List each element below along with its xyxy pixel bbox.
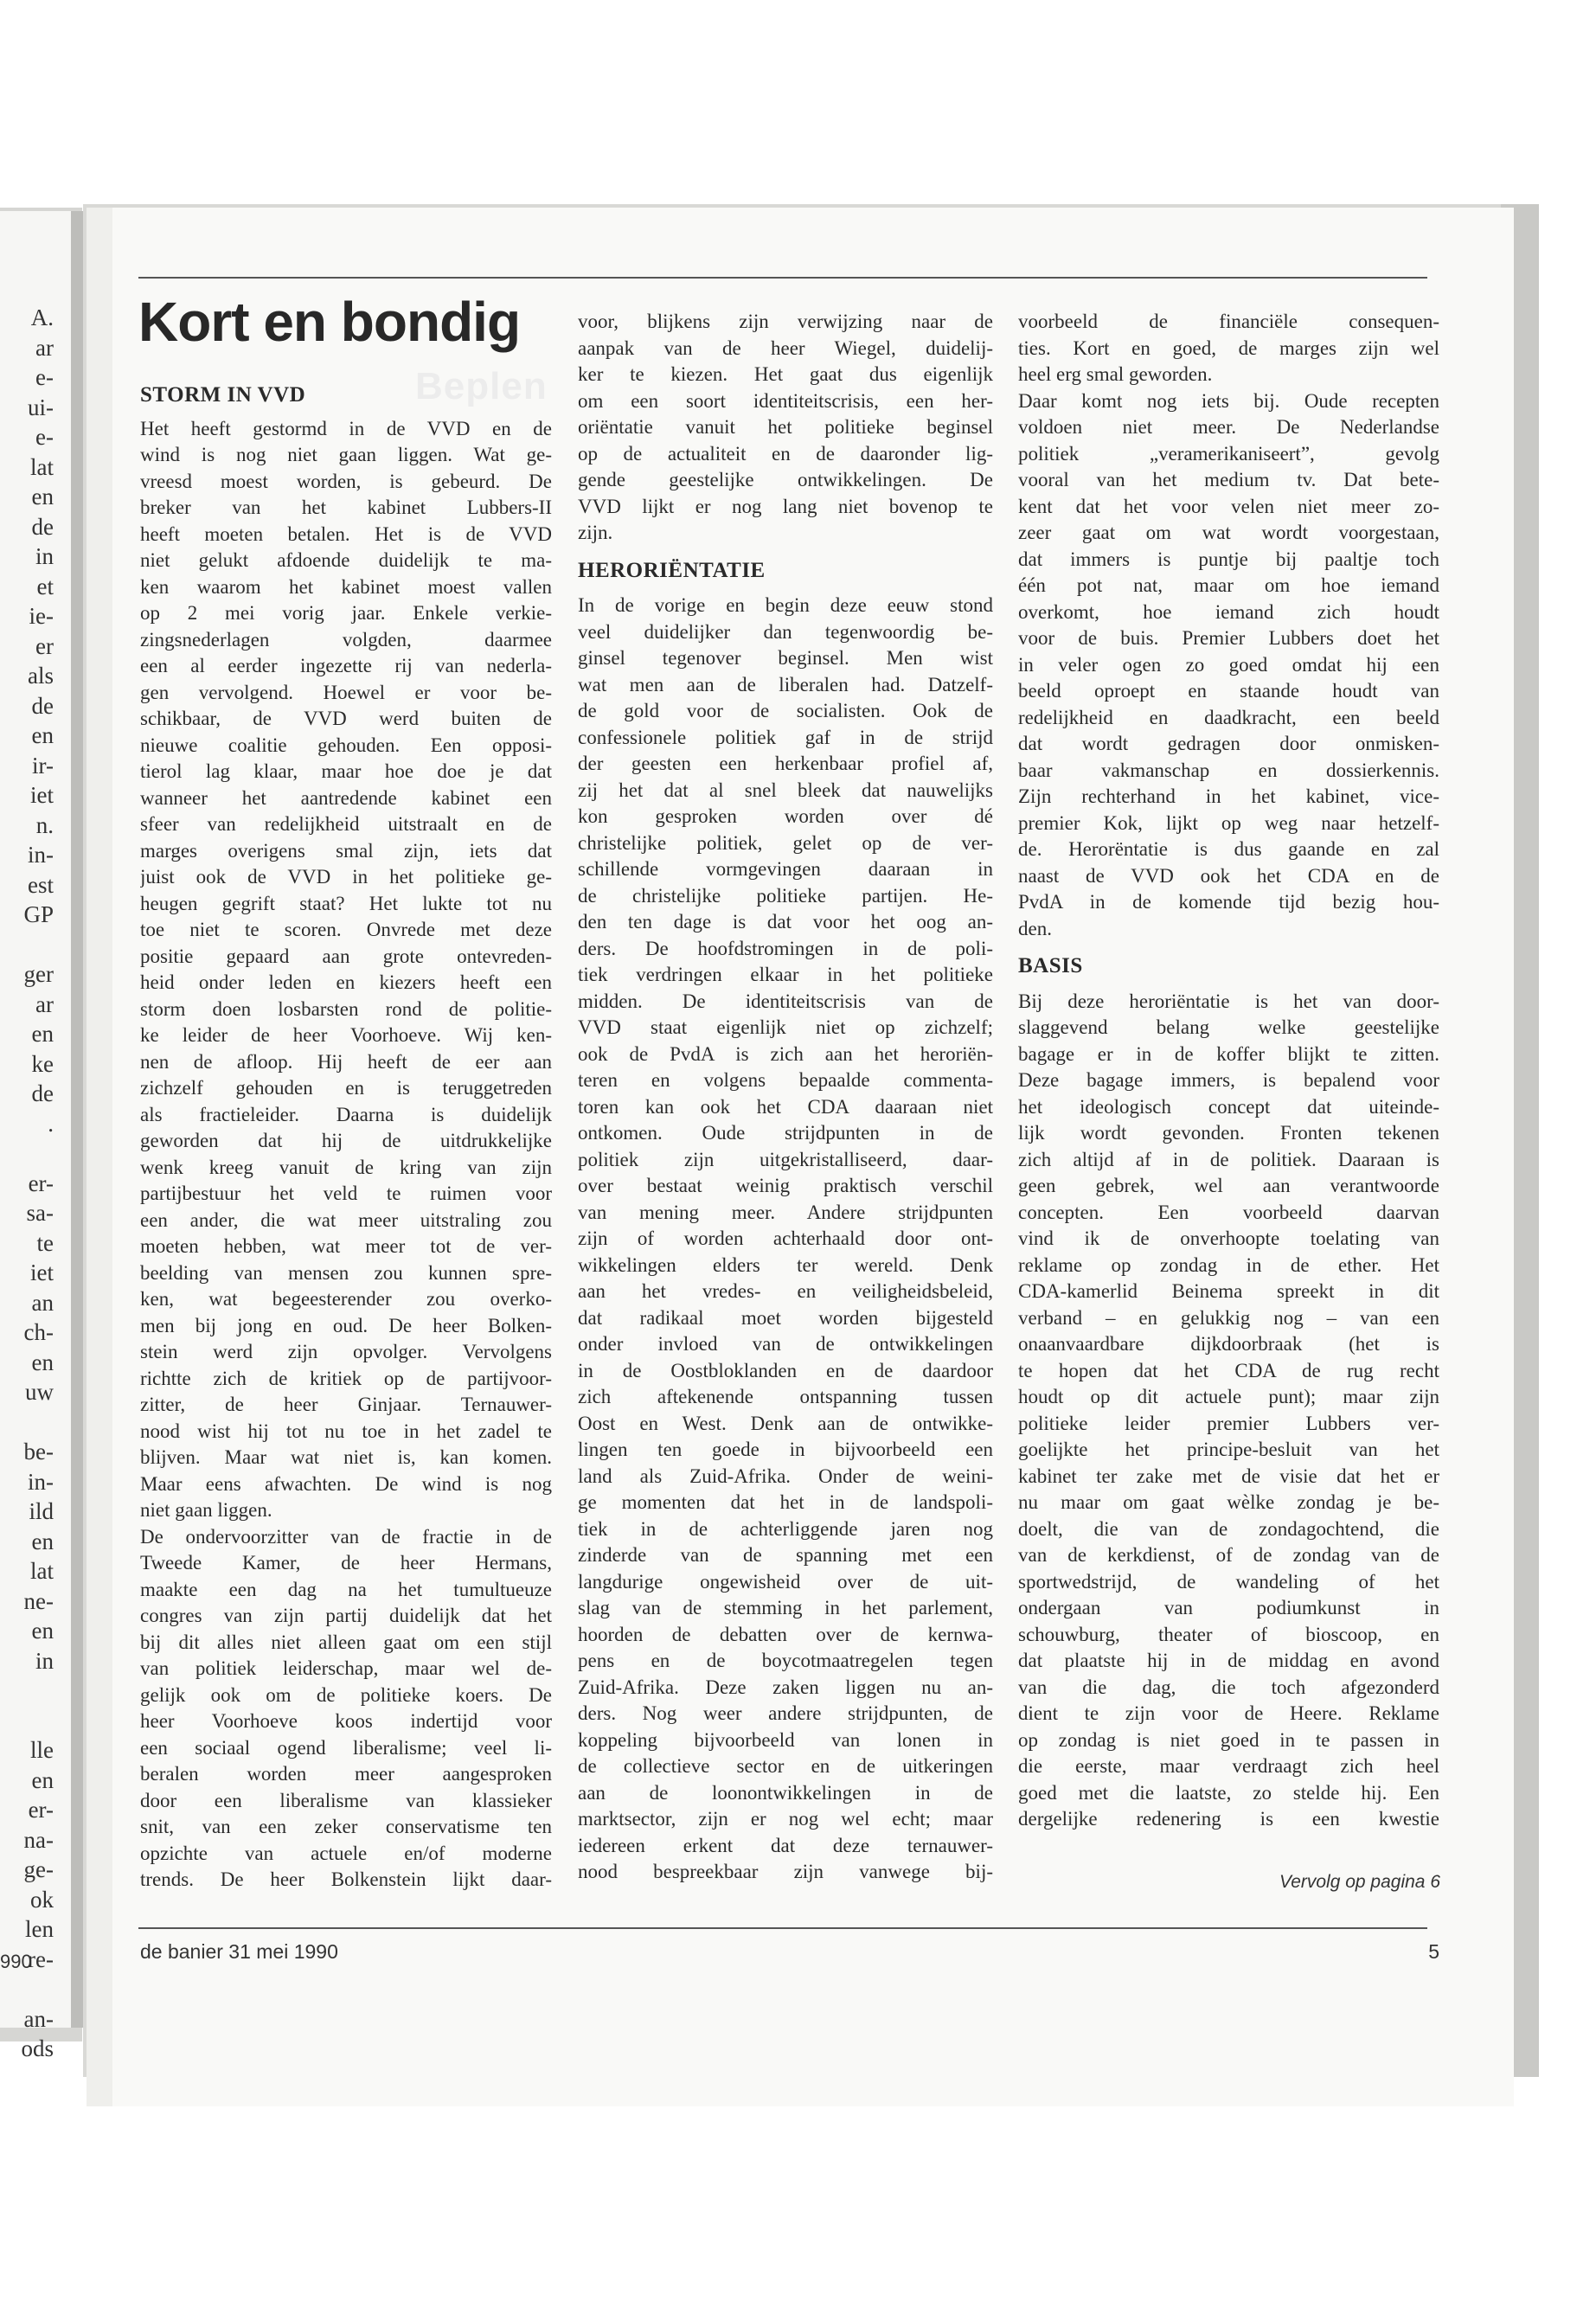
text-line: zitter, de heer Ginjaar. Ternauwer-	[140, 1394, 552, 1415]
margin-fragment	[0, 1676, 54, 1706]
text-line: beelding van mensen zou kunnen spre-	[140, 1261, 552, 1284]
text-line: Zuid-Afrika. Deze zaken liggen nu an-	[578, 1676, 993, 1698]
margin-fragment: en	[31, 1021, 54, 1047]
margin-fragment: lat	[30, 453, 54, 480]
text-line: ken, wat begeesterender zou overko-	[140, 1288, 552, 1310]
text-line: gende geestelijke ontwikkelingen. De	[578, 469, 993, 490]
text-line: door een liberalisme van klassieker	[140, 1789, 552, 1811]
text-line: een ander, die wat meer uitstraling zou	[140, 1208, 552, 1231]
margin-fragment	[0, 1138, 54, 1169]
text-line: tierol lag klaar, maar hoe doe je dat	[140, 760, 552, 782]
margin-fragment: est	[28, 871, 54, 898]
margin-fragment: sa-	[26, 1200, 54, 1226]
text-line: den ten dage is dat voor het oog an-	[578, 911, 993, 933]
text-line: iedereen erkent dat deze ternauwer-	[578, 1834, 993, 1856]
text-line: partijbestuur het veld te ruimen voor	[140, 1183, 552, 1204]
text-line: Maar eens afwachten. De wind is nog	[140, 1472, 552, 1495]
text-line: zingsnederlagen volgden, daarmee	[140, 628, 552, 651]
text-line: opzichte van actuele en/of moderne	[140, 1842, 552, 1864]
text-line: marktsector, zijn er nog wel echt; maar	[578, 1808, 993, 1830]
margin-fragment: in	[35, 543, 54, 569]
text-line: voldoen niet meer. De Nederlandse	[1018, 416, 1439, 438]
section-heading: STORM IN VVD	[140, 383, 306, 407]
article-column-2	[578, 309, 993, 1886]
text-line: PvdA in de komende tijd bezig hou-	[1018, 891, 1439, 913]
text-line: gen vervolgend. Hoewel er voor be-	[140, 681, 552, 703]
margin-fragment: e-	[35, 364, 54, 390]
margin-fragment: de	[31, 1080, 54, 1106]
text-line: tiek in de achterliggende jaren nog	[578, 1517, 993, 1540]
text-line: Bij deze heroriëntatie is het van door-	[1018, 990, 1439, 1012]
text-line: over bestaat weinig praktisch verschil	[578, 1175, 993, 1196]
text-line: ook de PvdA is zich aan het heroriën-	[578, 1042, 993, 1065]
margin-fragment: er-	[28, 1797, 54, 1823]
text-line: goed met die laatste, zo stelde hij. Een	[1018, 1781, 1439, 1804]
text-line: heel erg smal geworden.	[1018, 363, 1213, 385]
margin-fragment: na-	[23, 1826, 54, 1853]
margin-fragment: ne-	[23, 1587, 54, 1614]
text-line: kabinet ter zake met de visie dat het er	[1018, 1465, 1439, 1487]
text-line: wanneer het aantredende kabinet een	[140, 786, 552, 809]
continued-note: Vervolg op pagina 6	[1279, 1872, 1440, 1892]
margin-fragment: n.	[35, 811, 54, 838]
text-line: pens en de boycotmaatregelen tegen	[578, 1650, 993, 1671]
text-line: toren kan ook het CDA daaraan niet	[578, 1095, 993, 1118]
text-line: nen de afloop. Hij heeft de eer aan	[140, 1050, 552, 1073]
text-line: van de kerkdienst, of de zondag van de	[1018, 1544, 1439, 1566]
text-line: storm doen losbarsten rond de politie-	[140, 997, 552, 1020]
margin-fragment: ods	[21, 2035, 54, 2061]
text-line: hoorden de debatten over de kernwa-	[578, 1623, 993, 1645]
top-rule	[138, 277, 1427, 279]
text-line: de gold voor de socialisten. Ook de	[578, 700, 993, 721]
text-line: moeten hebben, wat meer tot de ver-	[140, 1235, 552, 1257]
text-line: snit, van een zeker conservatisme ten	[140, 1816, 552, 1837]
text-line: ties. Kort en goed, de marges zijn wel	[1018, 336, 1439, 359]
text-line: CDA-kamerlid Beinema spreekt in dit	[1018, 1280, 1439, 1302]
margin-fragment: ir-	[32, 752, 54, 779]
text-line: aanpak van de heer Wiegel, duidelij-	[578, 336, 993, 359]
article-headline: Kort en bondig	[138, 291, 521, 353]
margin-fragment: ke	[31, 1050, 54, 1077]
left-page-margin-text	[0, 303, 54, 2064]
text-line: op de actualiteit en de daaronder lig-	[578, 442, 993, 465]
text-line: confessionele politiek gaf in de strijd	[578, 726, 993, 748]
left-page-folio: 990	[0, 1951, 32, 1972]
book-gutter	[71, 211, 83, 2028]
text-line: overkomt, hoe iemand zich houdt	[1018, 600, 1439, 623]
text-line: heeft moeten betalen. Het is de VVD	[140, 522, 552, 545]
margin-fragment: ge-	[23, 1856, 54, 1882]
text-line: zich altijd af in de politiek. Daaraan is	[1018, 1148, 1439, 1170]
margin-fragment: de	[31, 513, 54, 540]
margin-fragment: en	[31, 722, 54, 748]
text-line: voor, blijkens zijn verwijzing naar de	[578, 311, 993, 332]
text-line: juist ook de VVD in het politieke ge-	[140, 866, 552, 888]
text-line: land als Zuid-Afrika. Onder de weini-	[578, 1465, 993, 1487]
text-line: toe niet te scoren. Onvrede met deze	[140, 919, 552, 940]
text-line: goelijkte het principe-besluit van het	[1018, 1439, 1439, 1460]
text-line: onder invloed van de ontwikkelingen	[578, 1333, 993, 1355]
margin-fragment: lle	[30, 1737, 54, 1763]
margin-fragment: lat	[30, 1558, 54, 1584]
margin-fragment: be-	[23, 1439, 54, 1465]
text-line: De ondervoorzitter van de fractie in de	[140, 1525, 552, 1548]
text-line: zinderde van de spanning met een	[578, 1544, 993, 1566]
gutter-shadow	[87, 208, 112, 2106]
margin-fragment: an	[31, 1289, 54, 1316]
text-line: kon gesproken worden over dé	[578, 805, 993, 827]
text-line: bij dit alles niet alleen gaat om een stijl	[140, 1631, 552, 1653]
text-line: blijven. Maar wat niet is, kan komen.	[140, 1446, 552, 1468]
section-heading: BASIS	[1018, 954, 1083, 977]
text-line: één pot nat, maar om hoe iemand	[1018, 574, 1439, 596]
margin-fragment: an-	[23, 2005, 54, 2032]
text-line: naast de VVD ook het CDA en de	[1018, 864, 1439, 887]
text-line: Zijn rechterhand in het kabinet, vice-	[1018, 785, 1439, 807]
text-line: een al eerder ingezette rij van nederla-	[140, 655, 552, 676]
text-line: voor de buis. Premier Lubbers doet het	[1018, 627, 1439, 649]
margin-fragment: er	[35, 632, 54, 659]
text-line: ders. De hoofdstromingen in de poli-	[578, 937, 993, 959]
footer-publication: de banier 31 mei 1990	[140, 1940, 338, 1963]
text-line: nood wist hij tot nu toe in het zadel te	[140, 1420, 552, 1442]
text-line: sportwedstrijd, de wandeling of het	[1018, 1570, 1439, 1593]
margin-fragment: A.	[30, 304, 54, 330]
margin-fragment: uw	[25, 1379, 54, 1405]
text-line: in veler ogen zo goed omdat hij een	[1018, 653, 1439, 676]
margin-fragment: GP	[23, 901, 54, 927]
text-line: geen gebrek, wel aan verantwoorde	[1018, 1175, 1439, 1196]
text-line: der geesten een herkenbaar profiel af,	[578, 753, 993, 774]
margin-fragment: ui-	[28, 394, 54, 420]
text-line: de christelijke politieke partijen. He-	[578, 884, 993, 907]
text-line: aan het vredes- en veiligheidsbeleid,	[578, 1280, 993, 1302]
text-line: ginsel tegenover beginsel. Men wist	[578, 647, 993, 669]
text-line: slaggevend belang welke geestelijke	[1018, 1016, 1439, 1038]
text-line: nieuwe coalitie gehouden. Een opposi-	[140, 734, 552, 756]
margin-fragment: in	[35, 1647, 54, 1674]
margin-fragment	[0, 1706, 54, 1736]
text-line: heer Voorhoeve koos indertijd voor	[140, 1710, 552, 1732]
margin-fragment: ok	[30, 1886, 54, 1913]
text-line: lingen ten goede in bijvoorbeeld een	[578, 1439, 993, 1460]
text-line: koppeling bijvoorbeeld van lonen in	[578, 1728, 993, 1751]
text-line: de collectieve sector en de uitkeringen	[578, 1755, 993, 1777]
text-line: trends. De heer Bolkenstein lijkt daar-	[140, 1868, 552, 1890]
text-line: sfeer van redelijkheid uitstraalt en de	[140, 813, 552, 835]
text-line: doelt, die van de zondagochtend, die	[1018, 1517, 1439, 1540]
text-line: zijn of worden achterhaald door ont-	[578, 1227, 993, 1249]
margin-fragment: en	[31, 1349, 54, 1375]
text-line: vooral van het medium tv. Dat bete-	[1018, 469, 1439, 490]
text-line: stein werd zijn opvolger. Vervolgens	[140, 1341, 552, 1362]
text-line: van mening meer. Andere strijdpunten	[578, 1201, 993, 1223]
text-line: ge momenten dat het in de landspoli-	[578, 1491, 993, 1513]
margin-fragment: en	[31, 1528, 54, 1554]
text-line: dat wordt gedragen door onmisken-	[1018, 733, 1439, 754]
text-line: schouwburg, theater of bioscoop, en	[1018, 1623, 1439, 1645]
text-line: dat plaatste hij in de middag en avond	[1018, 1650, 1439, 1671]
text-line: veel duidelijker dan tegenwoordig be-	[578, 620, 993, 643]
page-number: 5	[1428, 1940, 1439, 1963]
text-line: beeld oproept en staande houdt van	[1018, 680, 1439, 702]
text-line: midden. De identiteitscrisis van de	[578, 990, 993, 1012]
text-line: vind ik de onverhoopte toelating van	[1018, 1227, 1439, 1249]
text-line: niet gaan liggen.	[140, 1499, 272, 1521]
text-line: richtte zich de kritiek op de partijvoor-	[140, 1367, 552, 1389]
text-line: heid onder leden en kiezers heeft een	[140, 971, 552, 993]
margin-fragment: .	[48, 1110, 54, 1137]
text-line: van die dag, die toch afgezonderd	[1018, 1676, 1439, 1698]
text-line: een sociaal ogend liberalisme; veel li-	[140, 1736, 552, 1759]
margin-fragment: te	[36, 1229, 54, 1256]
text-line: zichzelf gehouden en is teruggetreden	[140, 1077, 552, 1099]
margin-fragment: len	[25, 1916, 54, 1942]
margin-fragment: en	[31, 1618, 54, 1644]
text-line: ken waarom het kabinet moest vallen	[140, 575, 552, 598]
text-line: dat immers is puntje bij paaltje toch	[1018, 548, 1439, 570]
text-line: zij het dat al snel bleek dat nauwelijks	[578, 779, 993, 801]
text-line: dergelijke redenering is een kwestie	[1018, 1808, 1439, 1830]
section-heading: HERORIËNTATIE	[578, 558, 766, 582]
text-line: onaanvaardbare dijkdoorbraak (het is	[1018, 1333, 1439, 1355]
margin-fragment: e-	[35, 424, 54, 450]
margin-fragment: ie-	[29, 603, 54, 629]
text-line: wikkelingen elders ter wereld. Denk	[578, 1253, 993, 1276]
text-line: reklame op zondag in de ether. Het	[1018, 1253, 1439, 1276]
text-line: Deze bagage immers, is bepalend voor	[1018, 1069, 1439, 1091]
margin-fragment: en	[31, 1766, 54, 1793]
bottom-rule	[138, 1927, 1427, 1929]
text-line: voorbeeld de financiële consequen-	[1018, 311, 1439, 332]
text-line: oriëntatie vanuit het politieke beginsel	[578, 416, 993, 438]
text-line: tiek verdringen elkaar in het politieke	[578, 964, 993, 985]
text-line: nood bespreekbaar zijn vanwege bij-	[578, 1861, 993, 1882]
margin-fragment: iet	[30, 1259, 54, 1285]
text-line: concepten. Een voorbeeld daarvan	[1018, 1201, 1439, 1223]
text-line: kent dat het voor velen niet meer zo-	[1018, 495, 1439, 517]
text-line: den.	[1018, 917, 1052, 939]
text-line: nu maar om gaat wèlke zondag je be-	[1018, 1491, 1439, 1513]
text-line: als fractieleider. Daarna is duidelijk	[140, 1103, 552, 1125]
text-line: teren en volgens bepaalde commenta-	[578, 1069, 993, 1091]
text-line: ondergaan van podiumkunst in	[1018, 1597, 1439, 1618]
text-line: van politiek leiderschap, maar wel de-	[140, 1657, 552, 1679]
text-line: beralen worden meer aangesproken	[140, 1763, 552, 1785]
article-column-1	[140, 382, 552, 1894]
text-line: niet gelukt afdoende duidelijk te ma-	[140, 549, 552, 571]
margin-fragment	[0, 1407, 54, 1438]
margin-fragment: er-	[28, 1170, 54, 1196]
text-line: aan de loonontwikkelingen in de	[578, 1781, 993, 1804]
text-line: in de Oostbloklanden en de daardoor	[578, 1359, 993, 1381]
margin-fragment: ch-	[23, 1319, 54, 1345]
text-line: te hopen dat het CDA de rug recht	[1018, 1359, 1439, 1381]
text-line: breker van het kabinet Lubbers-II	[140, 497, 552, 518]
text-line: redelijkheid en daadkracht, een beeld	[1018, 706, 1439, 728]
text-line: het ideologisch concept dat uiteinde-	[1018, 1095, 1439, 1118]
text-line: Tweede Kamer, de heer Hermans,	[140, 1552, 552, 1574]
text-line: gelijk ook om de politieke koers. De	[140, 1683, 552, 1706]
text-line: Oost en West. Denk aan de ontwikke-	[578, 1412, 993, 1434]
text-line: geworden dat hij de uitdrukkelijke	[140, 1130, 552, 1151]
text-line: baar vakmanschap en dossierkennis.	[1018, 759, 1439, 781]
text-line: zich aftekenende ontspanning tussen	[578, 1386, 993, 1407]
margin-fragment: ar	[35, 334, 54, 361]
text-line: vreesd moest worden, is gebeurd. De	[140, 470, 552, 492]
text-line: ker te kiezen. Het gaat dus eigenlijk	[578, 363, 993, 385]
text-line: dat radikaal moet worden bijgesteld	[578, 1306, 993, 1329]
margin-fragment: als	[28, 663, 54, 689]
text-line: lijk wordt gevonden. Fronten tekenen	[1018, 1122, 1439, 1144]
text-line: zijn.	[578, 522, 613, 543]
text-line: wenk kreeg vanuit de kring van zijn	[140, 1156, 552, 1178]
text-line: christelijke politiek, gelet op de ver-	[578, 831, 993, 854]
text-line: congres van zijn partij duidelijk dat het	[140, 1605, 552, 1626]
show-through-text: Beplen	[415, 365, 548, 407]
text-line: ders. Nog weer andere strijdpunten, de	[578, 1702, 993, 1724]
margin-fragment: en	[31, 484, 54, 510]
margin-fragment: ger	[23, 961, 54, 987]
text-line: men bij jong en oud. De heer Bolken-	[140, 1314, 552, 1336]
text-line: marges overigens smal zijn, iets dat	[140, 839, 552, 862]
margin-fragment: in-	[28, 842, 54, 868]
text-line: schillende vormgevingen daaraan in	[578, 858, 993, 880]
margin-fragment: et	[36, 573, 54, 599]
text-line: politieke leider premier Lubbers ver-	[1018, 1412, 1439, 1434]
text-line: Daar komt nog iets bij. Oude recepten	[1018, 389, 1439, 412]
margin-fragment: de	[31, 692, 54, 719]
text-line: op zondag is niet goed in te passen in	[1018, 1728, 1439, 1751]
text-line: politiek „veramerikaniseert”, gevolg	[1018, 442, 1439, 465]
text-line: om een soort identiteitscrisis, een her-	[578, 389, 993, 412]
text-line: wind is nog niet gaan liggen. Wat ge-	[140, 444, 552, 465]
text-line: houdt op dit actuele punt); maar zijn	[1018, 1386, 1439, 1407]
text-line: langdurige ongewisheid over de uit-	[578, 1570, 993, 1593]
text-line: verband – en gelukkig nog – van een	[1018, 1306, 1439, 1329]
text-line: slag van de stemming in het parlement,	[578, 1597, 993, 1618]
text-line: VVD lijkt er nog lang niet bovenop te	[578, 495, 993, 517]
text-line: VVD staat eigenlijk niet op zichzelf;	[578, 1016, 993, 1038]
text-line: Het heeft gestormd in de VVD en de	[140, 417, 552, 439]
text-line: maakte een dag na het tumultueuze	[140, 1578, 552, 1600]
text-line: de. Herorëntatie is dus gaande en zal	[1018, 838, 1439, 860]
text-line: premier Kok, lijkt op weg naar hetzelf-	[1018, 811, 1439, 834]
text-line: schikbaar, de VVD werd buiten de	[140, 708, 552, 729]
text-line: In de vorige en begin deze eeuw stond	[578, 594, 993, 616]
margin-fragment: ild	[29, 1498, 54, 1524]
text-line: dient te zijn voor de Heere. Reklame	[1018, 1702, 1439, 1724]
text-line: heugen gegrift staat? Het lukte tot nu	[140, 892, 552, 914]
text-line: zeer gaat om wat wordt voorgestaan,	[1018, 522, 1439, 543]
margin-fragment: in-	[28, 1468, 54, 1495]
text-line: die eerste, maar verdraagt zich heel	[1018, 1755, 1439, 1777]
text-line: ke leider de heer Voorhoeve. Wij ken-	[140, 1024, 552, 1046]
margin-fragment: re-	[28, 1945, 54, 1972]
text-line: ontkomen. Oude strijdpunten in de	[578, 1122, 993, 1144]
text-line: positie gepaard aan grote ontevreden-	[140, 945, 552, 967]
margin-fragment	[0, 930, 54, 960]
margin-fragment: ar	[35, 990, 54, 1017]
margin-fragment	[0, 1974, 54, 2004]
text-line: bagage er in de koffer blijkt te zitten.	[1018, 1042, 1439, 1065]
text-line: op 2 mei vorig jaar. Enkele verkie-	[140, 602, 552, 624]
article-column-3	[1018, 309, 1439, 1833]
text-line: wat men aan de liberalen had. Datzelf-	[578, 673, 993, 695]
text-line: politiek zijn uitgekristalliseerd, daar-	[578, 1148, 993, 1170]
margin-fragment: iet	[30, 782, 54, 808]
